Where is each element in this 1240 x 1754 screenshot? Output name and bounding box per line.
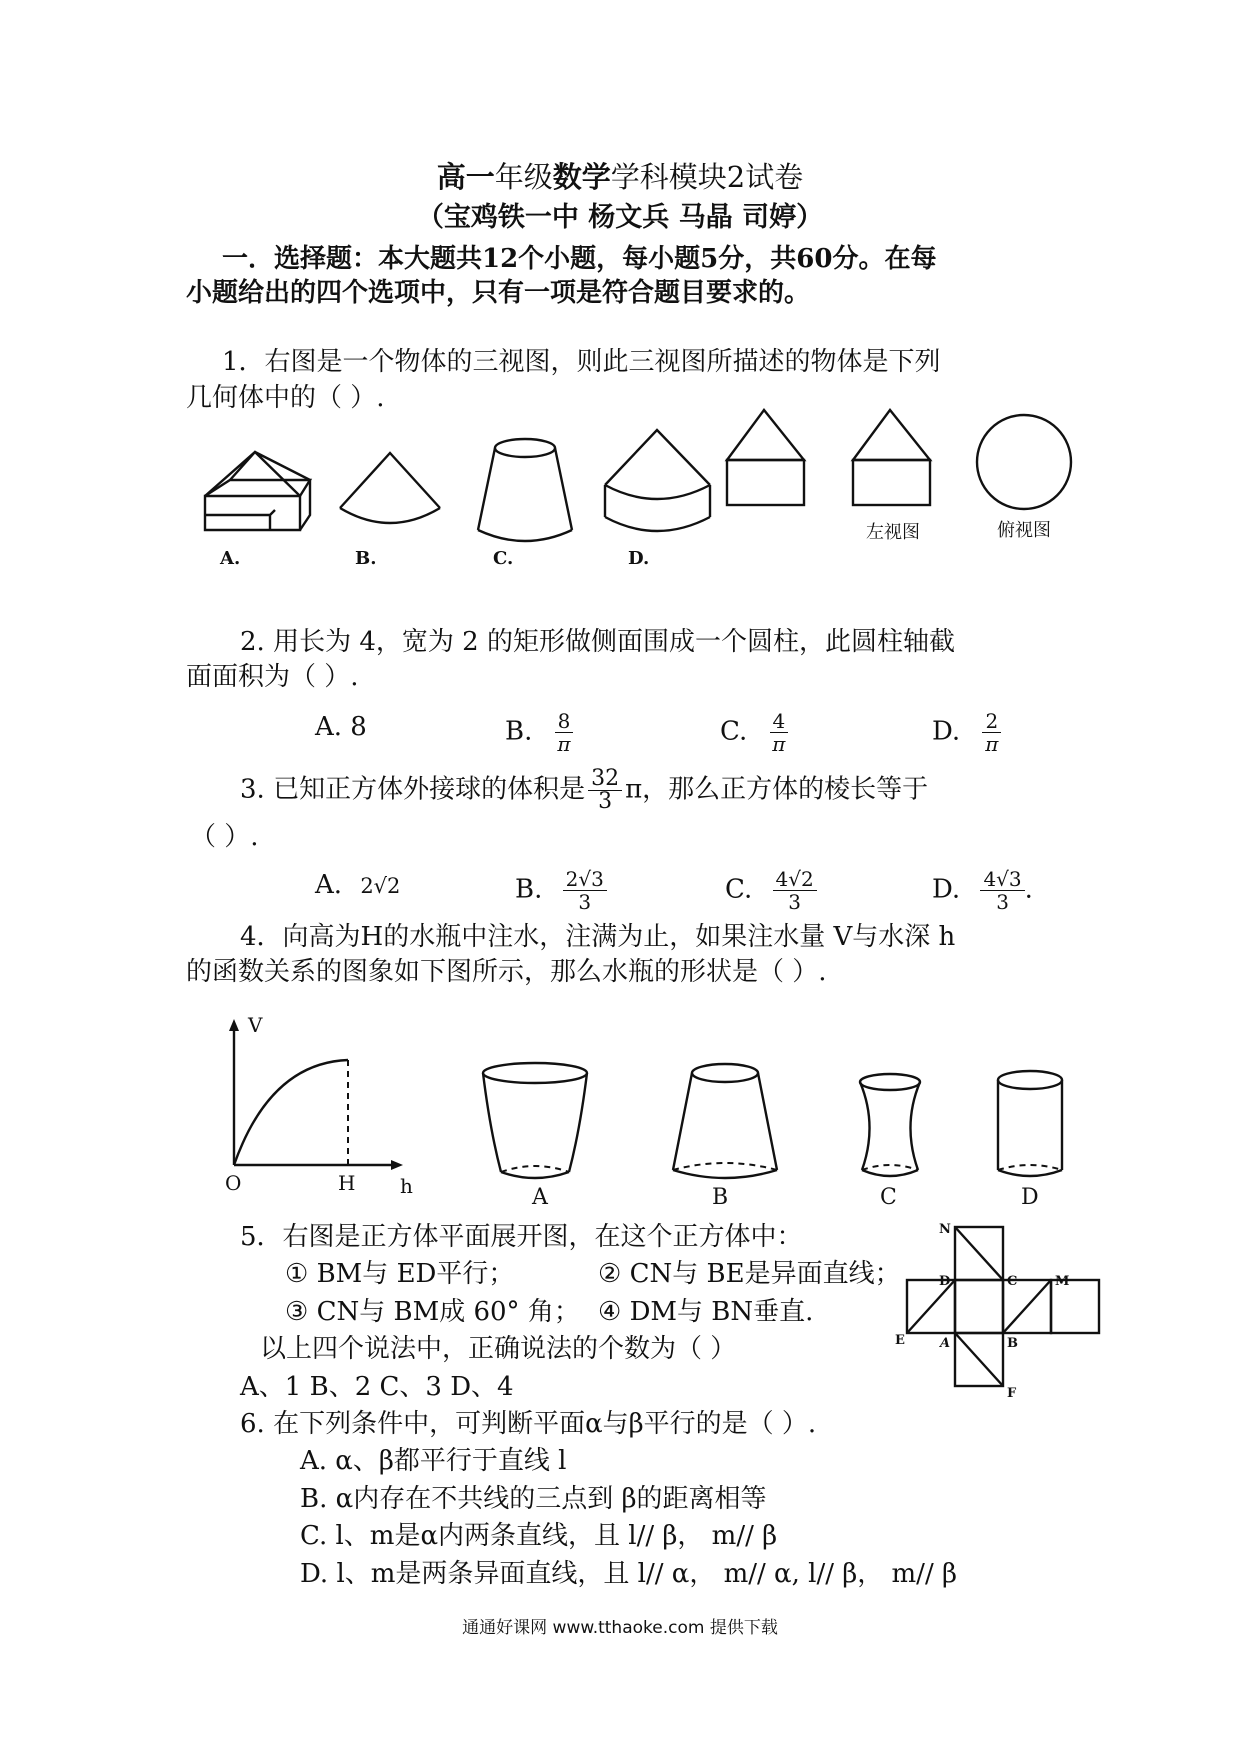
q3-option-d: D. $\frac{4√3}{3}$ . xyxy=(932,867,1033,914)
q4-label-a: A xyxy=(532,1185,548,1210)
q1-figure-d xyxy=(600,425,715,545)
q3-line2: （ ）. xyxy=(190,822,259,852)
authors-line: （宝鸡铁一中 杨文兵 马晶 司婷） xyxy=(416,202,824,233)
page-footer: 通通好课网 www.tthaoke.com 提供下载 xyxy=(462,1618,778,1638)
q5-question: 以上四个说法中，正确说法的个数为（ ） xyxy=(260,1334,737,1364)
q1-line1: 1．右图是一个物体的三视图，则此三视图所描述的物体是下列 xyxy=(222,347,941,377)
q2-line2: 面面积为（ ）. xyxy=(186,662,359,692)
q4-bottle-b xyxy=(665,1060,785,1185)
net-label-d: D xyxy=(939,1274,951,1289)
q4-axis-h-label: h xyxy=(400,1174,413,1198)
q6-option-a: A. α、β都平行于直线 l xyxy=(300,1446,567,1476)
q1-label-a: A. xyxy=(220,548,241,569)
q1-top-view xyxy=(975,415,1075,515)
q1-label-b: B. xyxy=(355,548,377,569)
q1-top-view-caption: 俯视图 xyxy=(997,520,1051,541)
q1-label-c: C. xyxy=(493,548,514,569)
q4-graph xyxy=(220,1013,420,1198)
q2-option-b: B. $\frac{8}{\pi}$ xyxy=(505,710,573,755)
section-heading-line1: 一．选择题：本大题共12个小题，每小题5分，共60分。在每 xyxy=(222,244,937,274)
q4-line1: 4．向高为H的水瓶中注水，注满为止，如果注水量 V与水深 h xyxy=(240,922,956,952)
q1-left-view xyxy=(848,405,938,505)
q5-item2: ② CN与 BE是异面直线； xyxy=(598,1259,901,1289)
net-label-a: A xyxy=(940,1336,951,1351)
q5-item1: ① BM与 ED平行； xyxy=(285,1259,515,1289)
q3-option-c: C. $\frac{4√2}{3}$ xyxy=(725,868,817,913)
q3-option-b: B. $\frac{2√3}{3}$ xyxy=(515,868,607,913)
q4-label-c: C xyxy=(880,1185,897,1210)
net-label-b: B xyxy=(1007,1336,1018,1351)
q5-options: A、1 B、2 C、3 D、4 xyxy=(240,1372,514,1402)
q4-bottle-a xyxy=(475,1060,595,1185)
q6-line1: 6. 在下列条件中，可判断平面α与β平行的是（ ）. xyxy=(240,1409,817,1439)
q6-option-c: C. l、m是α内两条直线，且 l// β， m// β xyxy=(300,1521,778,1551)
q6-option-d: D. l、m是两条异面直线，且 l// α， m// α, l// β， m// β xyxy=(300,1559,957,1589)
q1-line2: 几何体中的（ ）. xyxy=(186,383,385,413)
net-label-f: F xyxy=(1007,1386,1017,1401)
q6-option-b: B. α内存在不共线的三点到 β的距离相等 xyxy=(300,1484,767,1514)
q1-figure-b xyxy=(335,448,445,548)
q2-line1: 2. 用长为 4，宽为 2 的矩形做侧面围成一个圆柱，此圆柱轴截 xyxy=(240,627,955,657)
q4-h-tick-label: H xyxy=(338,1171,356,1195)
q4-origin-label: O xyxy=(225,1171,242,1195)
q2-option-c: C. $\frac{4}{\pi}$ xyxy=(720,710,788,755)
section-heading-line2: 小题给出的四个选项中，只有一项是符合题目要求的。 xyxy=(186,278,811,308)
net-label-m: M xyxy=(1055,1274,1070,1289)
q4-axis-v-label: V xyxy=(248,1013,263,1037)
q5-cube-net xyxy=(895,1222,1125,1412)
q4-label-d: D xyxy=(1021,1185,1039,1210)
q4-label-b: B xyxy=(712,1185,729,1210)
page-title: 高一年级数学学科模块2试卷 xyxy=(436,160,804,194)
net-label-c: C xyxy=(1007,1274,1018,1289)
q1-left-view-caption: 左视图 xyxy=(866,522,920,543)
q3-option-a: A. 2√2 xyxy=(315,870,401,900)
net-label-e: E xyxy=(895,1333,905,1348)
q4-line2: 的函数关系的图象如下图所示，那么水瓶的形状是（ ）. xyxy=(186,957,827,987)
net-label-n: N xyxy=(939,1222,951,1237)
q1-front-view xyxy=(722,405,812,505)
q2-option-a: A. 8 xyxy=(315,712,367,742)
q1-figure-a xyxy=(200,440,320,540)
q4-bottle-c xyxy=(850,1070,930,1185)
q1-label-d: D. xyxy=(628,548,650,569)
q2-option-d: D. $\frac{2}{\pi}$ xyxy=(932,710,1001,755)
q1-figure-c xyxy=(470,432,580,552)
q5-item4: ④ DM与 BN垂直. xyxy=(598,1297,814,1327)
q3-line1: 3. 已知正方体外接球的体积是 $\frac{32}{3}$ π，那么正方体的棱长等于 xyxy=(240,766,929,814)
q5-item3: ③ CN与 BM成 60° 角； xyxy=(285,1297,580,1327)
q5-line1: 5．右图是正方体平面展开图，在这个正方体中： xyxy=(240,1222,803,1252)
q4-bottle-d xyxy=(990,1068,1070,1185)
